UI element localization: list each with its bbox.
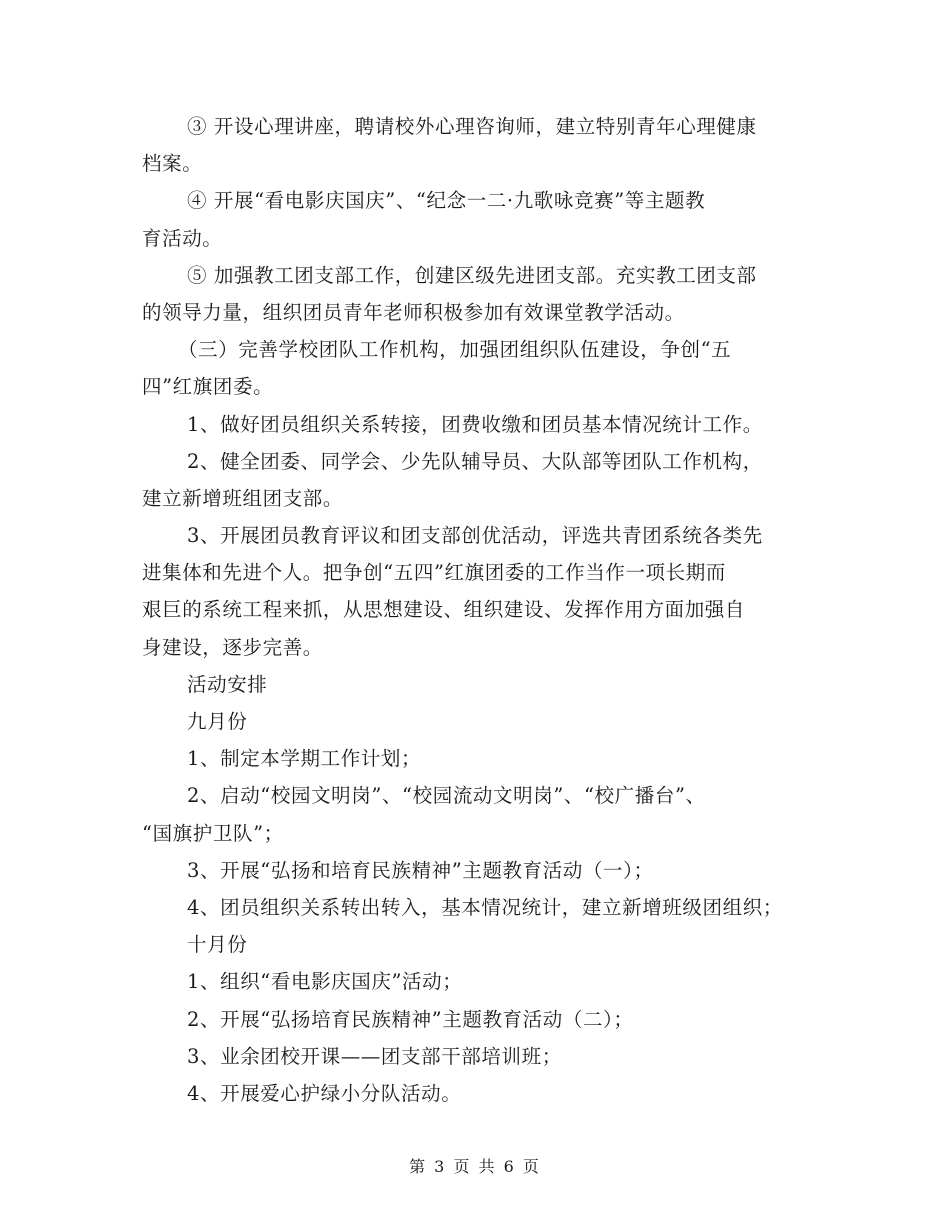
text-line: 档案。 xyxy=(142,152,203,176)
text-line: ⑤ 加强教工团支部工作，创建区级先进团支部。充实教工团支部 xyxy=(187,263,757,287)
text-line: 建立新增班组团支部。 xyxy=(142,486,344,510)
text-line: “国旗护卫队”； xyxy=(142,821,284,845)
text-line: 艰巨的系统工程来抓，从思想建设、组织建设、发挥作用方面加强自 xyxy=(142,598,746,622)
text-line: 育活动。 xyxy=(142,226,223,250)
text-line: 活动安排 xyxy=(187,672,268,696)
text-line: 3、开展“弘扬和培育民族精神”主题教育活动（一）； xyxy=(187,858,654,882)
text-line: 1、组织“看电影庆国庆”活动； xyxy=(187,970,463,994)
text-line: 2、开展“弘扬培育民族精神”主题教育活动（二）； xyxy=(187,1007,634,1031)
page-footer: 第 3 页 共 6 页 xyxy=(409,1157,541,1176)
text-line: ③ 开设心理讲座，聘请校外心理咨询师，建立特别青年心理健康 xyxy=(187,115,757,138)
document-body xyxy=(142,108,822,1112)
text-line: 2、健全团委、同学会、少先队辅导员、大队部等团队工作机构， xyxy=(187,449,763,473)
text-line: 2、启动“校园文明岗”、“校园流动文明岗”、“校广播台”、 xyxy=(187,784,706,808)
text-line: 四”红旗团委。 xyxy=(142,375,274,399)
text-line: 身建设，逐步完善。 xyxy=(142,635,323,659)
text-line: ④ 开展“看电影庆国庆”、“纪念一二·九歌咏竞赛”等主题教 xyxy=(187,189,706,213)
text-line: （三）完善学校团队工作机构，加强团组织队伍建设，争创“五 xyxy=(178,338,732,362)
text-line: 4、团员组织关系转出转入，基本情况统计，建立新增班级团组织； xyxy=(187,895,783,919)
text-line: 4、开展爱心护绿小分队活动。 xyxy=(187,1081,462,1105)
text-line: 的领导力量，组织团员青年老师积极参加有效课堂教学活动。 xyxy=(142,300,685,324)
text-line: 九月份 xyxy=(187,710,248,733)
text-line: 1、做好团员组织关系转接，团费收缴和团员基本情况统计工作。 xyxy=(187,412,763,436)
text-line: 3、开展团员教育评议和团支部创优活动，评选共青团系统各类先 xyxy=(187,524,763,548)
text-line: 进集体和先进个人。把争创“五四”红旗团委的工作当作一项长期而 xyxy=(142,561,726,585)
text-line: 3、业余团校开课——团支部干部培训班； xyxy=(187,1044,562,1068)
text-line: 十月份 xyxy=(187,933,248,957)
text-line: 1、制定本学期工作计划； xyxy=(187,747,422,771)
